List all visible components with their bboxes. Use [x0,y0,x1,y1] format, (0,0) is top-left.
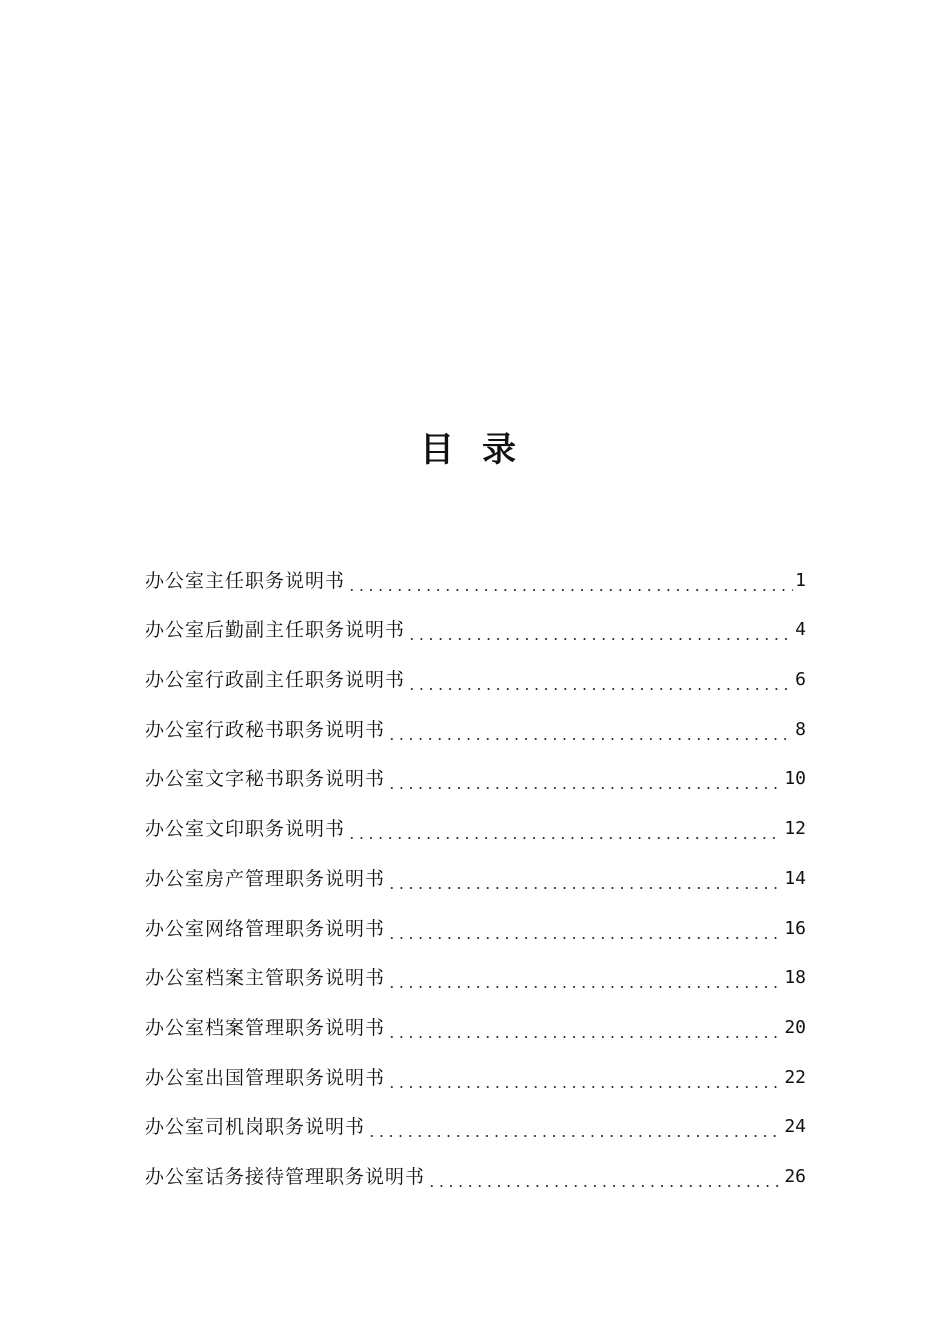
toc-entry-page: 6 [795,669,806,691]
toc-entry-page: 8 [795,718,806,740]
toc-entry[interactable] [145,652,806,702]
toc-entry-label: 办公室行政秘书职务说明书 [145,718,386,741]
toc-entry-label: 办公室司机岗职务说明书 [145,1116,366,1139]
toc-entry-page: 4 [795,619,806,641]
toc-entry-page: 10 [784,768,806,790]
toc-dot-leader [387,1086,782,1088]
toc-entry[interactable] [145,801,806,851]
toc-dot-leader [387,986,782,988]
toc-entry-label: 办公室出国管理职务说明书 [145,1066,386,1089]
toc-entry[interactable] [145,851,806,901]
toc-entry-page: 16 [784,917,806,939]
toc-entry-label: 办公室后勤副主任职务说明书 [145,619,406,642]
toc-dot-leader [347,837,782,839]
toc-entry[interactable] [145,901,806,951]
toc-entry-page: 12 [784,818,806,840]
toc-entry[interactable] [145,752,806,802]
toc-list [145,553,806,1199]
toc-entry-page: 24 [784,1116,806,1138]
toc-dot-leader [387,937,782,939]
toc-entry-label: 办公室档案管理职务说明书 [145,1016,386,1039]
toc-entry[interactable] [145,1100,806,1150]
toc-entry-label: 办公室话务接待管理职务说明书 [145,1165,426,1188]
toc-entry-label: 办公室档案主管职务说明书 [145,967,386,990]
toc-dot-leader [407,688,793,690]
toc-entry[interactable] [145,1149,806,1199]
toc-entry-label: 办公室文印职务说明书 [145,818,346,841]
toc-entry[interactable] [145,951,806,1001]
toc-entry[interactable] [145,702,806,752]
toc-dot-leader [407,638,793,640]
toc-dot-leader [387,787,782,789]
toc-title: 目录 [420,430,544,470]
toc-dot-leader [387,887,782,889]
toc-entry-page: 18 [784,967,806,989]
toc-entry[interactable] [145,1000,806,1050]
toc-entry-page: 26 [784,1165,806,1187]
toc-dot-leader [367,1135,782,1137]
toc-entry-page: 20 [784,1016,806,1038]
toc-entry-page: 14 [784,867,806,889]
toc-entry-page: 1 [795,569,806,591]
toc-entry[interactable] [145,1050,806,1100]
toc-dot-leader [387,1036,782,1038]
toc-entry-label: 办公室房产管理职务说明书 [145,867,386,890]
toc-entry-label: 办公室文字秘书职务说明书 [145,768,386,791]
toc-dot-leader [347,589,793,591]
toc-entry-label: 办公室主任职务说明书 [145,569,346,592]
toc-dot-leader [387,738,793,740]
toc-entry[interactable] [145,553,806,603]
toc-entry[interactable] [145,603,806,653]
toc-dot-leader [427,1185,782,1187]
toc-entry-label: 办公室网络管理职务说明书 [145,917,386,940]
toc-entry-label: 办公室行政副主任职务说明书 [145,669,406,692]
toc-entry-page: 22 [784,1066,806,1088]
